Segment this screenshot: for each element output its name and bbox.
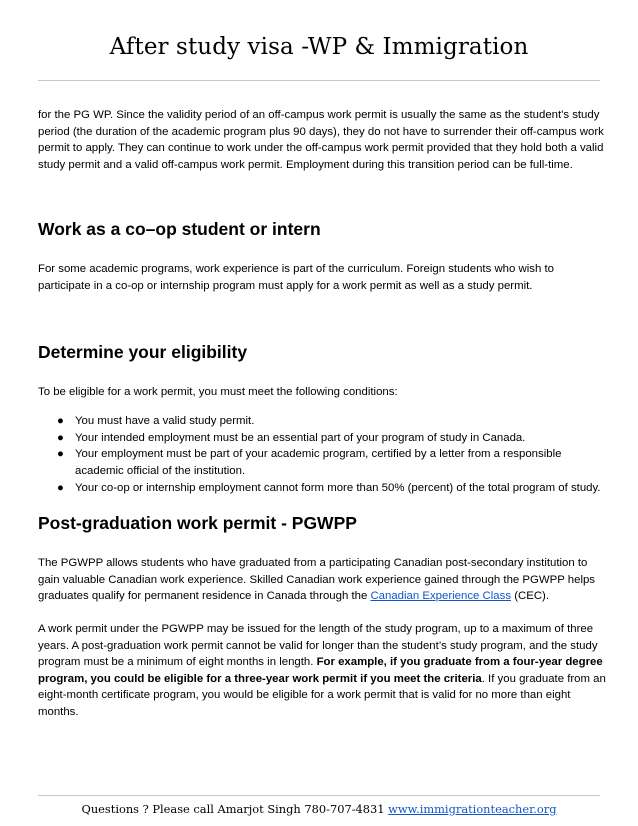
bullet-icon: ●: [57, 481, 64, 494]
list-item: [38, 446, 608, 479]
bullet-icon: ●: [57, 415, 64, 428]
coop-heading: Work as a co–op student or intern: [38, 219, 321, 240]
cec-link[interactable]: Canadian Experience Class: [370, 590, 512, 603]
eligibility-intro: To be eligible for a work permit, you must meet the following conditions:: [38, 385, 398, 398]
page-title: After study visa -WP & Immigration: [109, 34, 529, 60]
coop-paragraph: For some academic programs, work experience is part of the curriculum. Foreign students who wish to participate in a co-op or internship program must apply for a work permit as well as a study permit.: [38, 263, 554, 292]
intro-paragraph: for the PG WP. Since the validity period of an off-campus work permit is usually the same as the student's study period (the duration of the academic program plus 90 days), they do not have to surrender their off-campus work permit to apply. They can continue to work under the off-campus work permit provided that they hold both a valid study permit and a valid off-campus work permit. Employment during this transition period can be full-time.: [38, 109, 604, 171]
footer-text: Questions ? Please call Amarjot Singh 780-707-4831: [81, 802, 389, 816]
page-footer: [0, 802, 638, 816]
list-item-text: Your employment must be part of your academic program, certified by a letter from a responsible academic official of the institution.: [75, 448, 562, 477]
list-item-text: You must have a valid study permit.: [75, 415, 255, 428]
pgwpp-paragraph-2: [38, 621, 608, 721]
header-divider: [38, 80, 600, 81]
list-item-text: Your co-op or internship employment cannot form more than 50% (percent) of the total program of study.: [75, 481, 601, 494]
pgwpp-p1-tail: (CEC).: [511, 590, 549, 603]
list-item: [38, 430, 608, 447]
pgwpp-p2-tail: . If you graduate from an eight-month certificate program, you would be eligible for a work permit that is valid for no more than eight months.: [38, 672, 606, 718]
pgwpp-p2-text: A work permit under the PGWPP may be issued for the length of the study program, up to a maximum of three years. A post-graduation work permit cannot be valid for longer than the student’s study program, and the study program must be a minimum of eight months in length.: [38, 622, 598, 669]
pgwpp-p2-bold: For example, if you graduate from a four-year degree program, you could be eligible for a three-year work permit if you meet the criteria: [38, 656, 603, 685]
list-item: [38, 413, 608, 430]
document-body: [38, 107, 608, 720]
website-link[interactable]: www.immigrationteacher.org: [388, 802, 557, 816]
list-item: [38, 480, 608, 497]
pgwpp-heading: Post-graduation work permit - PGWPP: [38, 513, 357, 534]
bullet-icon: ●: [57, 431, 64, 444]
list-item-text: Your intended employment must be an essential part of your program of study in Canada.: [75, 431, 526, 444]
pgwpp-p1-text: The PGWPP allows students who have graduated from a participating Canadian post-secondary institution to gain valuable Canadian work experience. Skilled Canadian work experience gained through the PGWPP helps graduates qualify for permanent residence in Canada through the: [38, 557, 596, 603]
bullet-icon: ●: [57, 448, 64, 461]
eligibility-heading: Determine your eligibility: [38, 341, 248, 362]
pgwpp-paragraph-1: [38, 555, 608, 605]
eligibility-list: [38, 413, 608, 496]
footer-divider: [38, 795, 600, 796]
